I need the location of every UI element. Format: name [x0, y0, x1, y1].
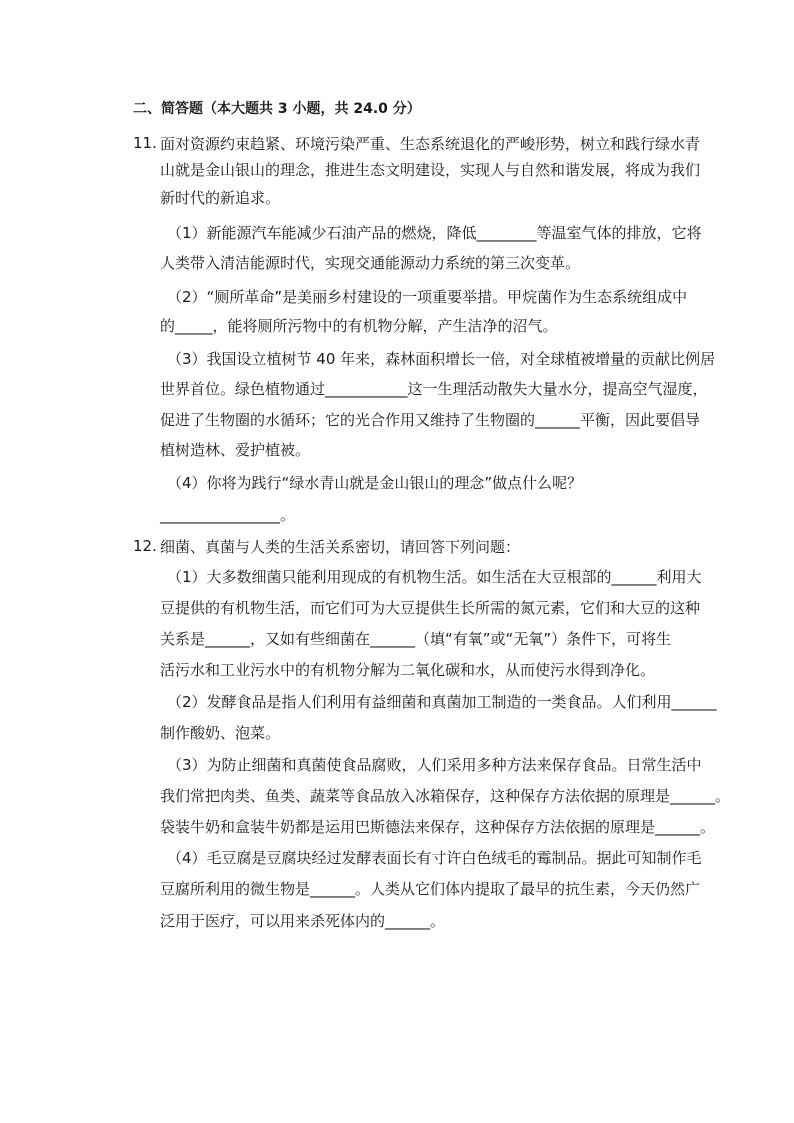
question-line: 活污水和工业污水中的有机物分解为二氧化碳和水，从而使污水得到净化。 [160, 661, 656, 679]
question-line: 我们常把肉类、鱼类、蔬菜等食品放入冰箱保存，这种保存方法依据的原理是______。 [160, 787, 731, 805]
question-line: 植树造林、爱护植被。 [160, 441, 311, 459]
question-line: 豆提供的有机物生活，而它们可为大豆提供生长所需的氮元素，它们和大豆的这种 [160, 599, 701, 617]
question-line: （4）你将为践行“绿水青山就是金山银山的理念”做点什么呢？ [167, 474, 583, 492]
question-line: 世界首位。绿色植物通过___________这一生理活动散失大量水分，提高空气湿度， [160, 380, 708, 398]
question-line: （3）我国设立植树节 40 年来，森林面积增长一倍，对全球植被增量的贡献比例居 [167, 350, 716, 368]
question-line: （1）新能源汽车能减少石油产品的燃烧，降低________等温室气体的排放，它将 [167, 224, 702, 242]
question-number: 12. [133, 537, 157, 555]
question-line: ________________。 [160, 506, 296, 524]
question-line: （4）毛豆腐是豆腐块经过发酵表面长有寸许白色绒毛的霉制品。据此可知制作毛 [167, 849, 702, 867]
question-line: （2）发酵食品是指人们利用有益细菌和真菌加工制造的一类食品。人们利用______ [167, 693, 717, 711]
question-line: 新时代的新追求。 [160, 189, 281, 207]
question-line: 细菌、真菌与人类的生活关系密切，请回答下列问题： [160, 538, 521, 556]
question-line: （3）为防止细菌和真菌使食品腐败，人们采用多种方法来保存食品。日常生活中 [167, 756, 702, 774]
question-line: 促进了生物圈的水循环；它的光合作用又维持了生物圈的______平衡，因此要倡导 [160, 411, 701, 429]
question-number: 11. [133, 134, 157, 152]
question-line: 泛用于医疗，可以用来杀死体内的______。 [160, 912, 446, 930]
question-line: 人类带入清洁能源时代，实现交通能源动力系统的第三次变革。 [160, 254, 581, 272]
section-title: 二、简答题（本大题共 3 小题，共 24.0 分） [133, 101, 421, 117]
question-line: （1）大多数细菌只能利用现成的有机物生活。如生活在大豆根部的______利用大 [167, 568, 702, 586]
question-line: 关系是______，又如有些细菌在______（填“有氧”或“无氧”）条件下，可将生 [160, 630, 672, 648]
question-line: 的_____，能将厕所污物中的有机物分解，产生洁净的沼气。 [160, 317, 558, 335]
question-line: （2）“厕所革命”是美丽乡村建设的一项重要举措。甲烷菌作为生态系统组成中 [167, 288, 688, 306]
question-line: 制作酸奶、泡菜。 [160, 724, 281, 742]
question-line: 面对资源约束趋紧、环境污染严重、生态系统退化的严峻形势，树立和践行绿水青 [160, 135, 701, 153]
question-line: 袋装牛奶和盒装牛奶都是运用巴斯德法来保存，这种保存方法依据的原理是______。 [160, 818, 716, 836]
question-line: 山就是金山银山的理念，推进生态文明建设，实现人与自然和谐发展，将成为我们 [160, 161, 701, 179]
question-line: 豆腐所利用的微生物是______。人类从它们体内提取了最早的抗生素，今天仍然广 [160, 880, 701, 898]
